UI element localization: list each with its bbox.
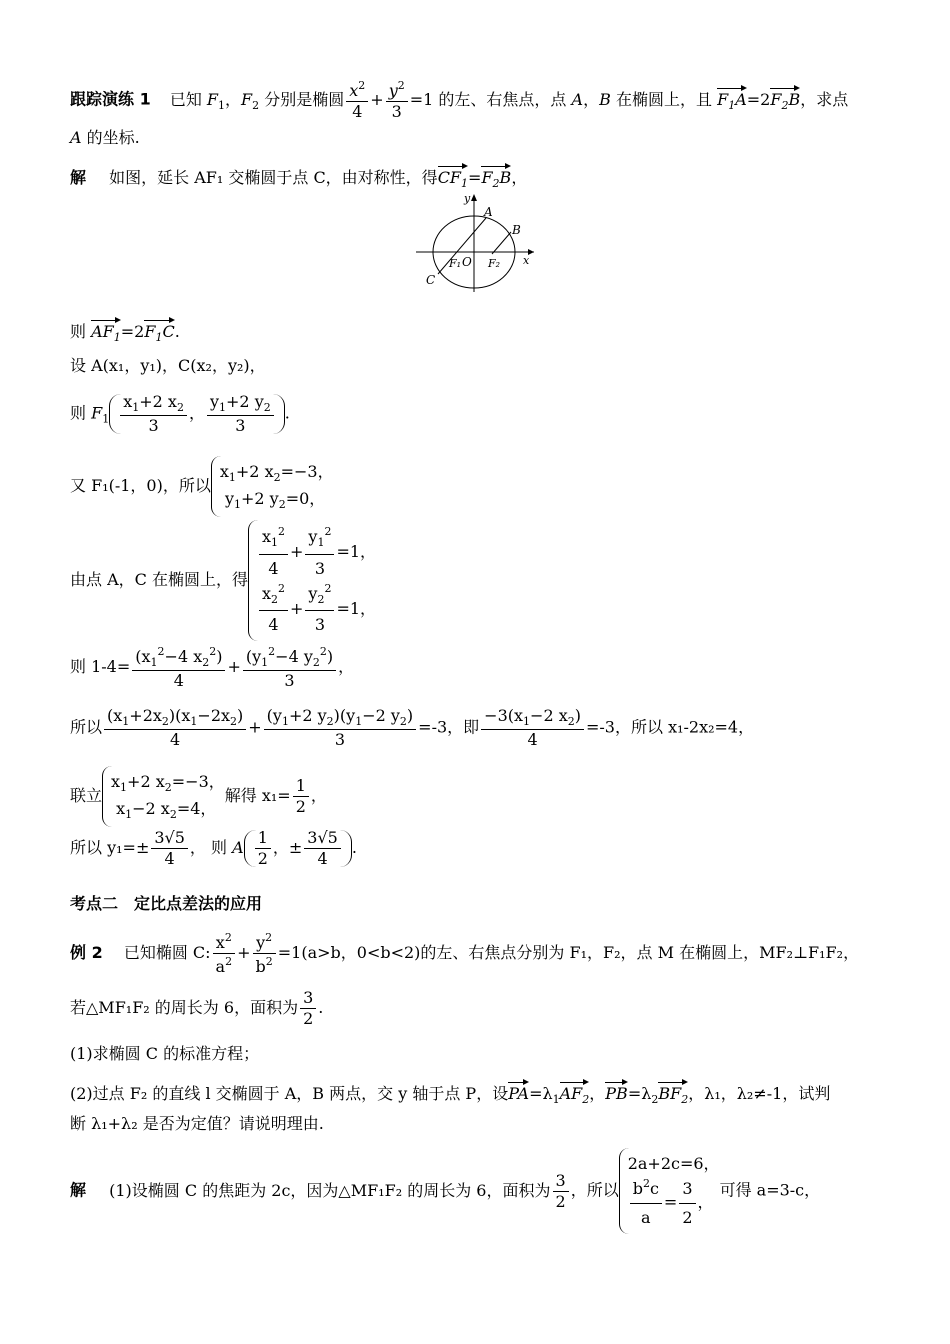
example2-question1: (1)求椭圆 C 的标准方程； xyxy=(70,1044,260,1063)
equation-system: 2a+2c=6， $\frac{b^2c}{a}$ = $\frac{3}{2}$ ， xyxy=(619,1148,720,1234)
label-C: C xyxy=(426,273,436,287)
exercise1-text: 已知 $F_1$，$F_2$ 分别是椭圆 $\frac{x^2}{4}$ + $\frac{y^2}{3}$ =1 的左、右焦点，点 A，B 在椭圆上，且 $F_1A=2F_2B$，求点 xyxy=(169,79,849,121)
label-x: x xyxy=(523,254,530,267)
equation-system: $\frac{x_1^2}{4}$ + $\frac{y_1^2}{3}$ =1， $\frac{x_2^2}{4}$ + $\frac{y_2^2}{3}$ =1， xyxy=(248,520,376,641)
example2-question2-cont: 断 λ₁+λ₂ 是否为定值？请说明理由. xyxy=(70,1114,324,1133)
solution2-label: 解 xyxy=(70,1180,87,1200)
fraction: $\frac{y^2}{3}$ xyxy=(386,80,408,120)
solution1-line7: 则 1-4= $\frac{(x_1^2-4 x_2^2)}{4}$ + $\frac{(y_1^2-4 y_2^2)}{3}$ ， xyxy=(70,645,355,690)
solution1-line1: 解 如图，延长 AF₁ 交椭圆于点 C，由对称性，得$CF_1=F_2B$， xyxy=(70,164,527,189)
vector-F2B: $F_2B$ xyxy=(770,86,800,111)
y-axis-arrow xyxy=(471,194,477,201)
solution1-line10: 所以 y₁=± $\frac{3√5}{4}$ ， 则 A $\frac{1}{2}$ ，± $\frac{3√5}{4}$ . xyxy=(70,828,357,868)
exercise1-label: 跟踪演练 1 xyxy=(70,89,151,109)
solution1-line8: 所以 $\frac{(x_1+2x_2)(x_1-2x_2)}{4}$ + $\frac{(y_1+2 y_2)(y_1-2 y_2)}{3}$ =-3，即 $\frac{-3(x_1-2 x_2)}{4}$ =-3，所以 x₁-2x₂=4， xyxy=(70,706,755,749)
example2-line2: 若△MF₁F₂ 的周长为 6，面积为 $\frac{3}{2}$ . xyxy=(70,988,324,1028)
example2-question2: (2)过点 F₂ 的直线 l 交椭圆于 A，B 两点，交 y 轴于点 P，设$PA=\lambda_1AF_2$，$PB=\lambda_2BF_2$，λ₁，λ₂≠-1，试判 xyxy=(70,1080,830,1105)
exercise1-line2: A 的坐标. xyxy=(70,128,140,147)
ellipse-diagram xyxy=(416,192,536,292)
solution1-label: 解 xyxy=(70,168,87,187)
vector-F1A: $F_1A$ xyxy=(717,86,747,111)
label-B: B xyxy=(512,223,521,237)
solution2-line1: 解 (1)设椭圆 C 的焦距为 2c，因为△MF₁F₂ 的周长为 6，面积为 $\frac{3}{2}$ ，所以 2a+2c=6， $\frac{b^2c}{a}$ = $\frac{3}{2}$ ， 可得 a=3-c， xyxy=(70,1148,820,1234)
fraction: $\frac{x^2}{4}$ xyxy=(346,80,368,120)
exercise1-line1 xyxy=(70,80,848,120)
solution1-line5: 又 F₁(-1，0)，所以 $x_1+2$ $x_2=-3$， $y_1+2$ $y_2=0$， xyxy=(70,456,334,517)
label-y: y xyxy=(464,192,471,205)
solution1-line4: 则 $F_1$ $\frac{x_1+2 x_2}{3}$ ， $\frac{y_1+2 y_2}{3}$ . xyxy=(70,392,290,435)
label-F2: F₂ xyxy=(488,257,501,270)
example2-label: 例 2 xyxy=(70,943,103,962)
label-F1: F₁ xyxy=(449,257,462,270)
solution1-line9: 联立 $x_1+2$ $x_2=-3$， $x_1-2$ $x_2=4$， 解得 x₁= $\frac{1}{2}$ ， xyxy=(70,766,327,827)
solution1-line6: 由点 A，C 在椭圆上，得 $\frac{x_1^2}{4}$ + $\frac{y_1^2}{3}$ =1， $\frac{x_2^2}{4}$ + $\frac{y_2^2}{3}$ =1， xyxy=(70,520,376,641)
segment-F2B xyxy=(492,232,511,254)
equation-system: $x_1+2$ $x_2=-3$， $y_1+2$ $y_2=0$， xyxy=(211,456,334,517)
label-O: O xyxy=(462,255,472,269)
section2-title: 考点二 定比点差法的应用 xyxy=(70,894,263,913)
solution1-line3: 设 A(x₁，y₁)，C(x₂，y₂)， xyxy=(70,356,266,375)
solution1-line2: 则 $AF_1=2F_1C$. xyxy=(70,318,180,343)
equation-system: $x_1+2$ $x_2=-3$， $x_1-2$ $x_2=4$， xyxy=(102,766,225,827)
label-A: A xyxy=(484,205,493,219)
example2-line1: 例 2 已知椭圆 C: $\frac{x^2}{a^2}$ + $\frac{y^2}{b^2}$ =1(a>b，0<b<2)的左、右焦点分别为 F₁，F₂，点 M 在椭圆上，MF₂⊥F₁F₂， xyxy=(70,931,860,976)
